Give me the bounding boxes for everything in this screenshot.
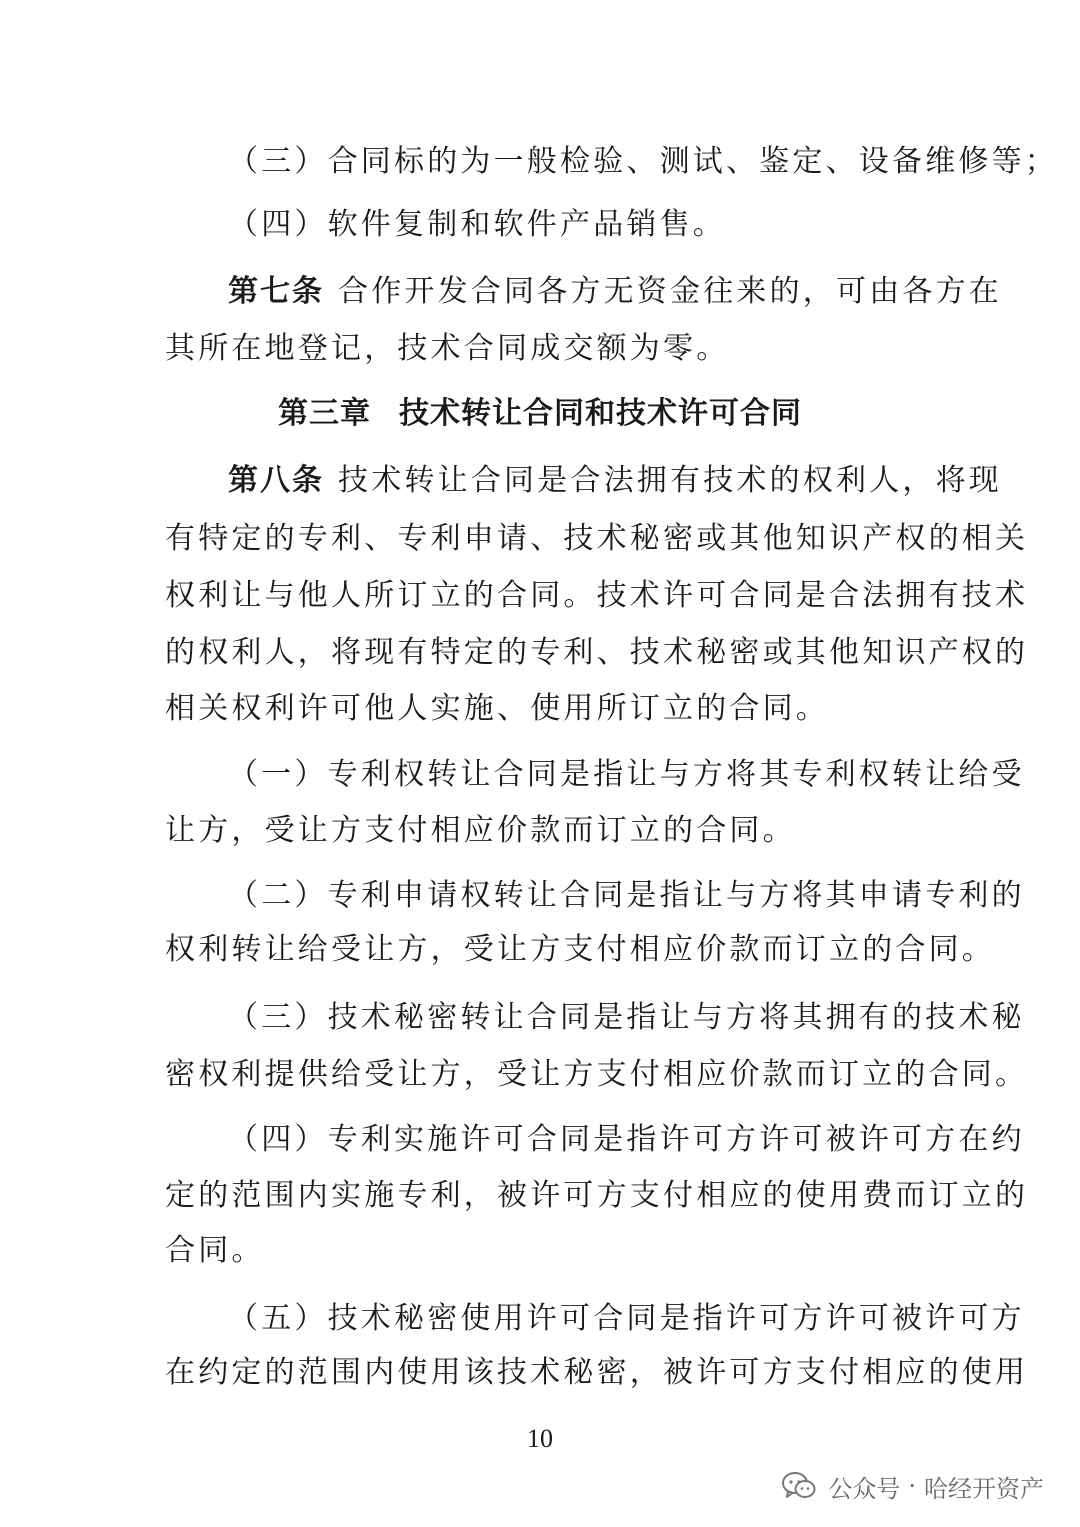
article-7-line-2: 其所在地登记，技术合同成交额为零。 [165,331,730,366]
item-5-line-2: 在约定的范围内使用该技术秘密，被许可方支付相应的使用 [165,1355,1029,1390]
wechat-logo-icon [782,1471,816,1501]
item-5-line-1: （五）技术秘密使用许可合同是指许可方许可被许可方 [228,1301,1025,1336]
watermark-platform: 公众号 [828,1474,901,1503]
item-4-line-3: 合同。 [165,1233,265,1268]
article-7-line-1 [228,272,1002,312]
page-number: 10 [527,1424,553,1453]
chapter-number: 第三章 [278,396,371,431]
article-8-line-1 [228,461,1002,501]
item-3-line-2: 密权利提供给受让方，受让方支付相应价款而订立的合同。 [165,1057,1029,1092]
item-2-line-1: （二）专利申请权转让合同是指让与方将其申请专利的 [228,878,1025,913]
list-item-3-inspection: （三）合同标的为一般检验、测试、鉴定、设备维修等； [228,144,1058,179]
article-8-line-4: 的权利人，将现有特定的专利、技术秘密或其他知识产权的 [165,635,1029,670]
watermark [782,1466,1044,1506]
article-8-line-2: 有特定的专利、专利申请、技术秘密或其他知识产权的相关 [165,521,1029,556]
chapter-heading [0,394,1080,434]
article-7-label: 第七条 [228,274,324,309]
item-4-line-1: （四）专利实施许可合同是指许可方许可被许可方在约 [228,1122,1025,1157]
article-8-label: 第八条 [228,463,324,498]
item-1-line-2: 让方，受让方支付相应价款而订立的合同。 [165,813,796,848]
list-item-4-software: （四）软件复制和软件产品销售。 [228,207,726,242]
watermark-account: 哈经开资产 [924,1474,1044,1503]
article-8-line-3: 权利让与他人所订立的合同。技术许可合同是合法拥有技术 [165,578,1029,613]
article-8-text: 技术转让合同是合法拥有技术的权利人，将现 [338,463,1002,498]
chapter-title: 技术转让合同和技术许可合同 [399,396,802,431]
article-8-line-5: 相关权利许可他人实施、使用所订立的合同。 [165,691,829,726]
watermark-separator: · [908,1472,916,1500]
item-1-line-1: （一）专利权转让合同是指让与方将其专利权转让给受 [228,757,1025,792]
item-2-line-2: 权利转让给受让方，受让方支付相应价款而订立的合同。 [165,932,995,967]
item-4-line-2: 定的范围内实施专利，被许可方支付相应的使用费而订立的 [165,1178,1029,1213]
article-7-text: 合作开发合同各方无资金往来的，可由各方在 [338,274,1002,309]
item-3-line-1: （三）技术秘密转让合同是指让与方将其拥有的技术秘 [228,1000,1025,1035]
